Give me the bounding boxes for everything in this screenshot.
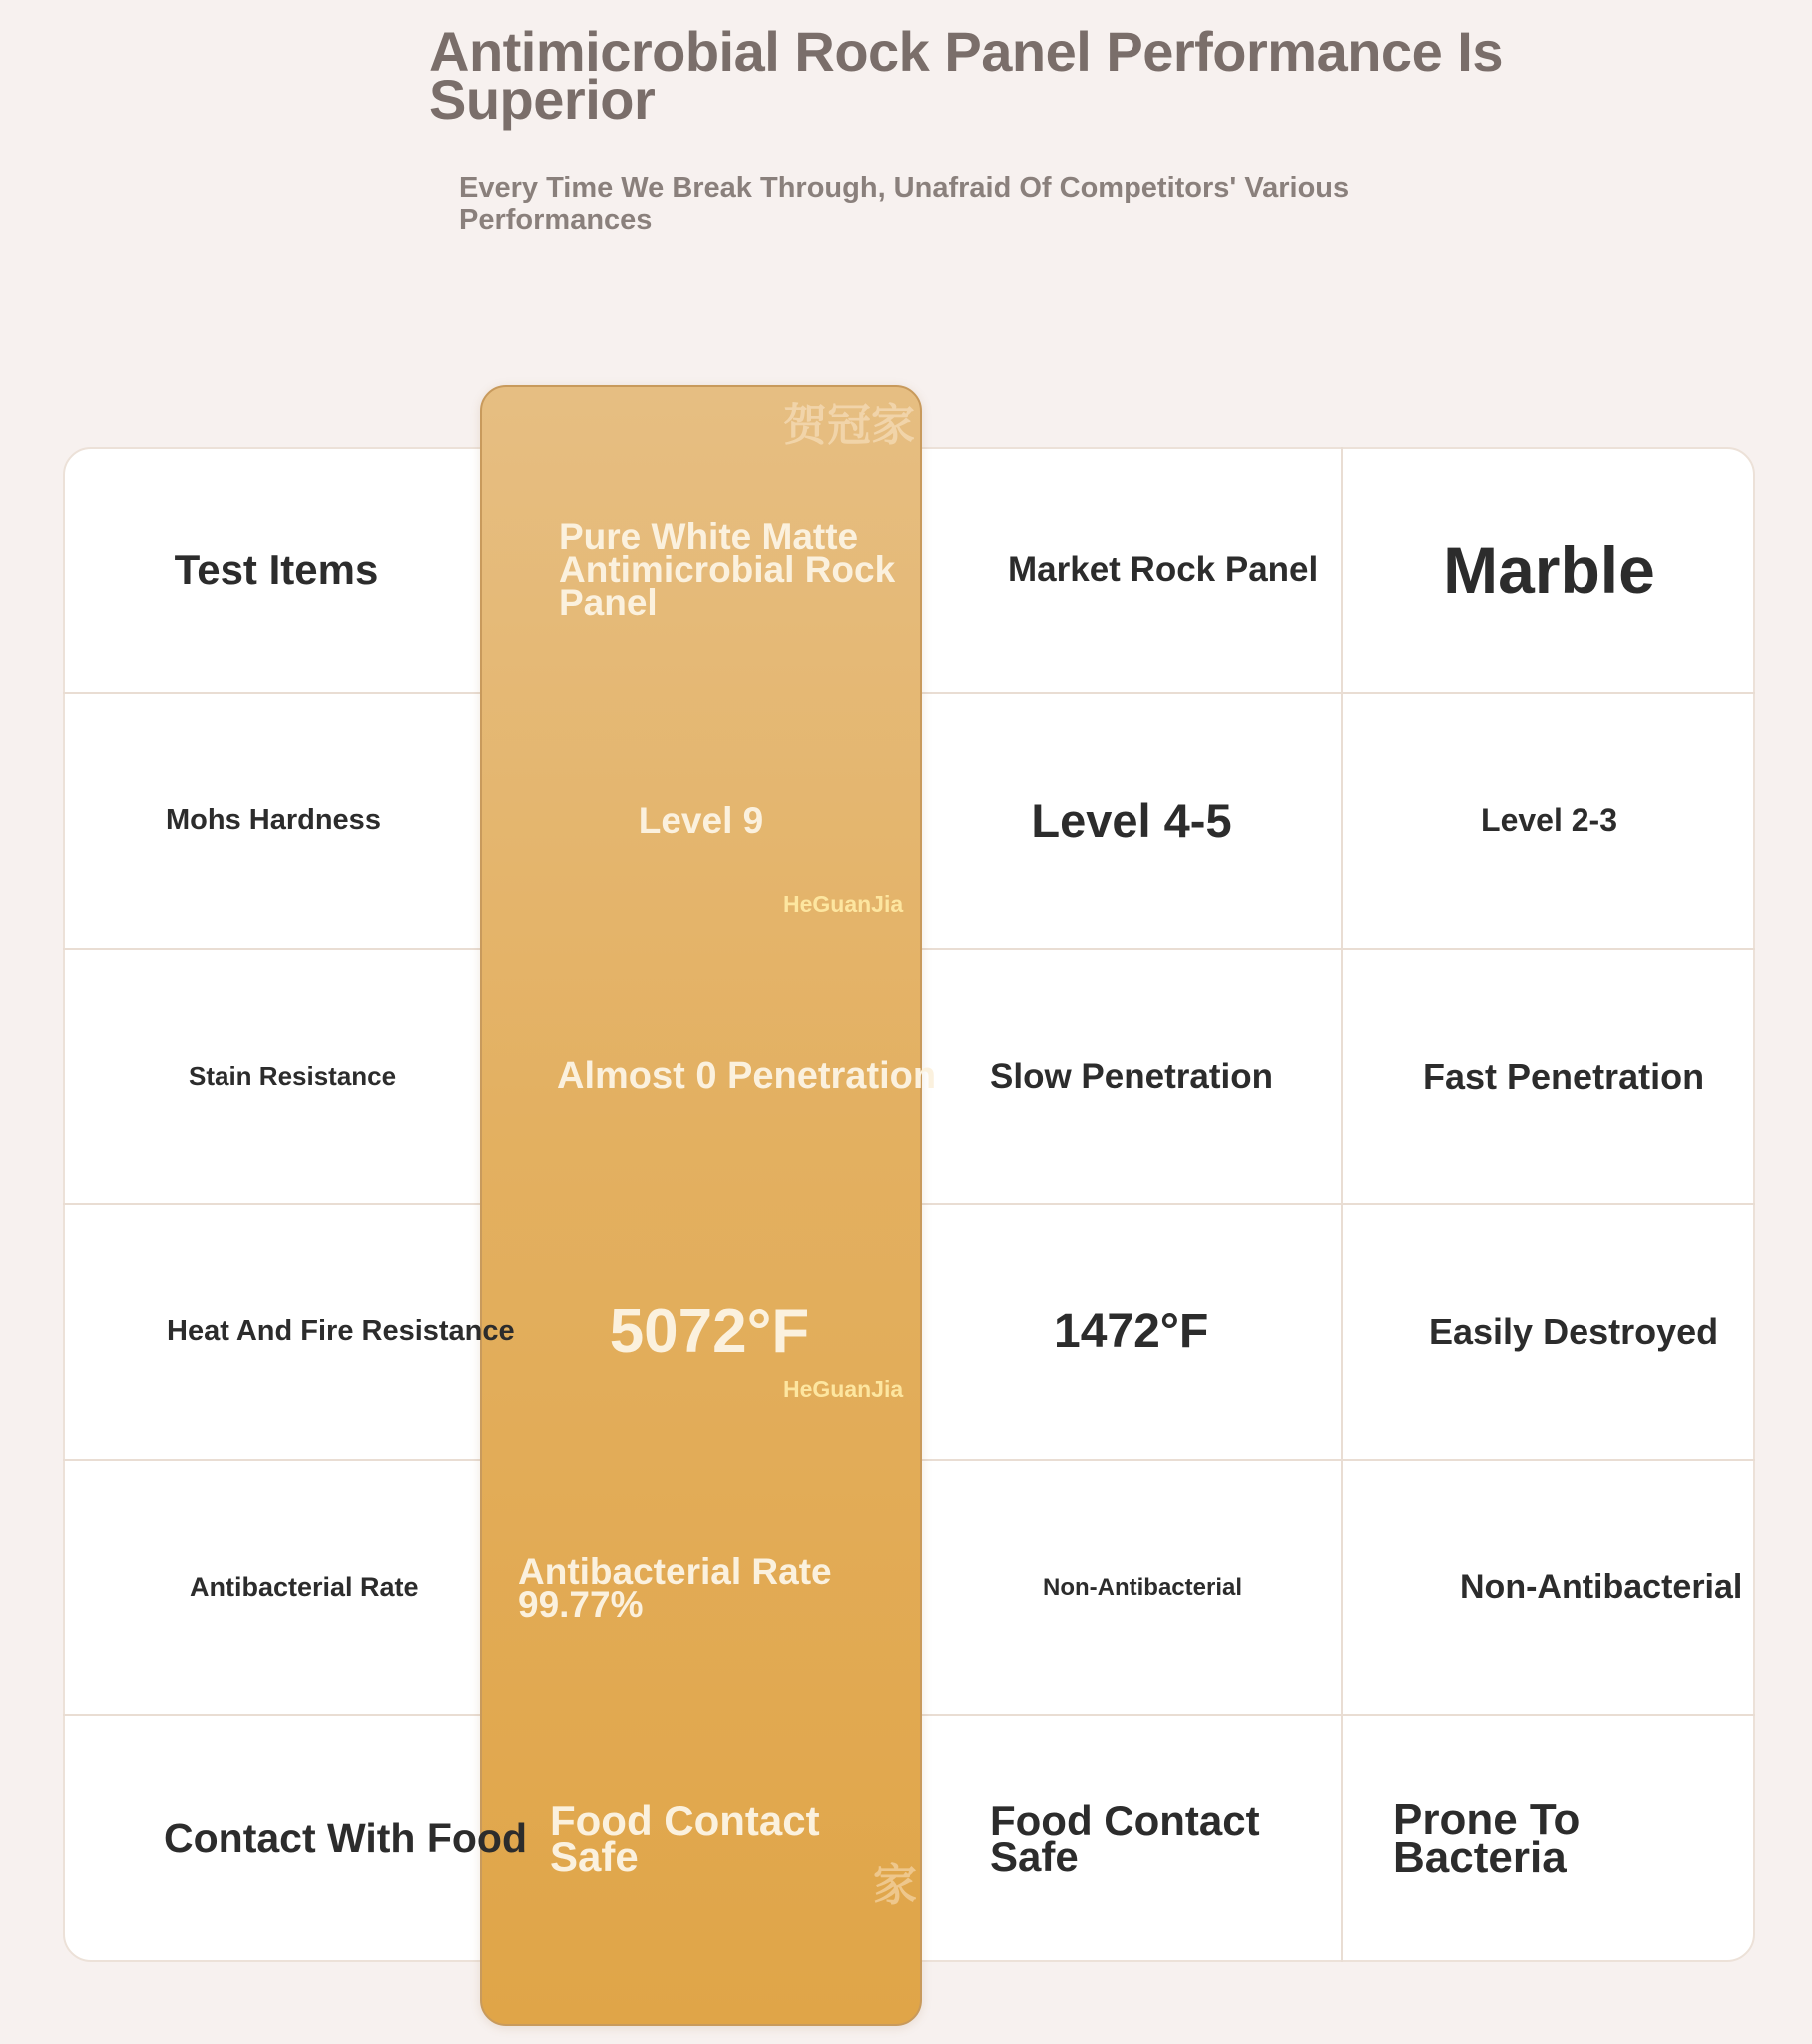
market-heat-fire-resistance: 1472°F	[1054, 1305, 1209, 1358]
marble-stain-resistance: Fast Penetration	[1423, 1055, 1705, 1097]
market-antibacterial-rate: Non-Antibacterial	[1043, 1573, 1243, 1601]
ours-stain-resistance: Almost 0 Penetration	[557, 1055, 937, 1097]
page-title: Antimicrobial Rock Panel Performance Is Superior	[429, 20, 1503, 131]
row-label-antibacterial-rate: Antibacterial Rate	[190, 1572, 419, 1602]
market-mohs-hardness: Level 4-5	[1031, 794, 1232, 847]
row-label-mohs-hardness: Mohs Hardness	[166, 804, 381, 836]
marble-mohs-hardness: Level 2-3	[1481, 802, 1617, 838]
header-marble: Marble	[1443, 533, 1655, 607]
header-test-items: Test Items	[174, 546, 379, 593]
row-label-contact-with-food: Contact With Food	[164, 1815, 527, 1861]
marble-antibacterial-rate: Non-Antibacterial	[1460, 1568, 1743, 1606]
row-label-heat-fire-resistance: Heat And Fire Resistance	[167, 1315, 515, 1347]
header-our-panel: Pure White Matte Antimicrobial Rock Panel	[559, 515, 896, 623]
ours-antibacterial-rate: Antibacterial Rate 99.77%	[518, 1550, 832, 1625]
row-label-stain-resistance: Stain Resistance	[189, 1061, 397, 1091]
watermark-latin: HeGuanJia	[783, 891, 904, 917]
market-stain-resistance: Slow Penetration	[990, 1056, 1273, 1096]
marble-contact-with-food: Prone To Bacteria	[1393, 1794, 1581, 1882]
page-subtitle: Every Time We Break Through, Unafraid Of Competitors' Various Performances	[459, 172, 1350, 236]
marble-heat-fire-resistance: Easily Destroyed	[1429, 1310, 1719, 1352]
watermark-latin: HeGuanJia	[783, 1376, 904, 1402]
ours-heat-fire-resistance: 5072°F	[609, 1297, 810, 1366]
watermark-cjk-partial: 家	[873, 1861, 917, 1910]
ours-mohs-hardness: Level 9	[638, 799, 764, 841]
market-contact-with-food: Food Contact Safe	[990, 1796, 1260, 1880]
ours-contact-with-food: Food Contact Safe	[550, 1796, 820, 1880]
header-market-rock-panel: Market Rock Panel	[1008, 550, 1319, 589]
watermark-cjk: 贺冠家	[783, 401, 915, 450]
